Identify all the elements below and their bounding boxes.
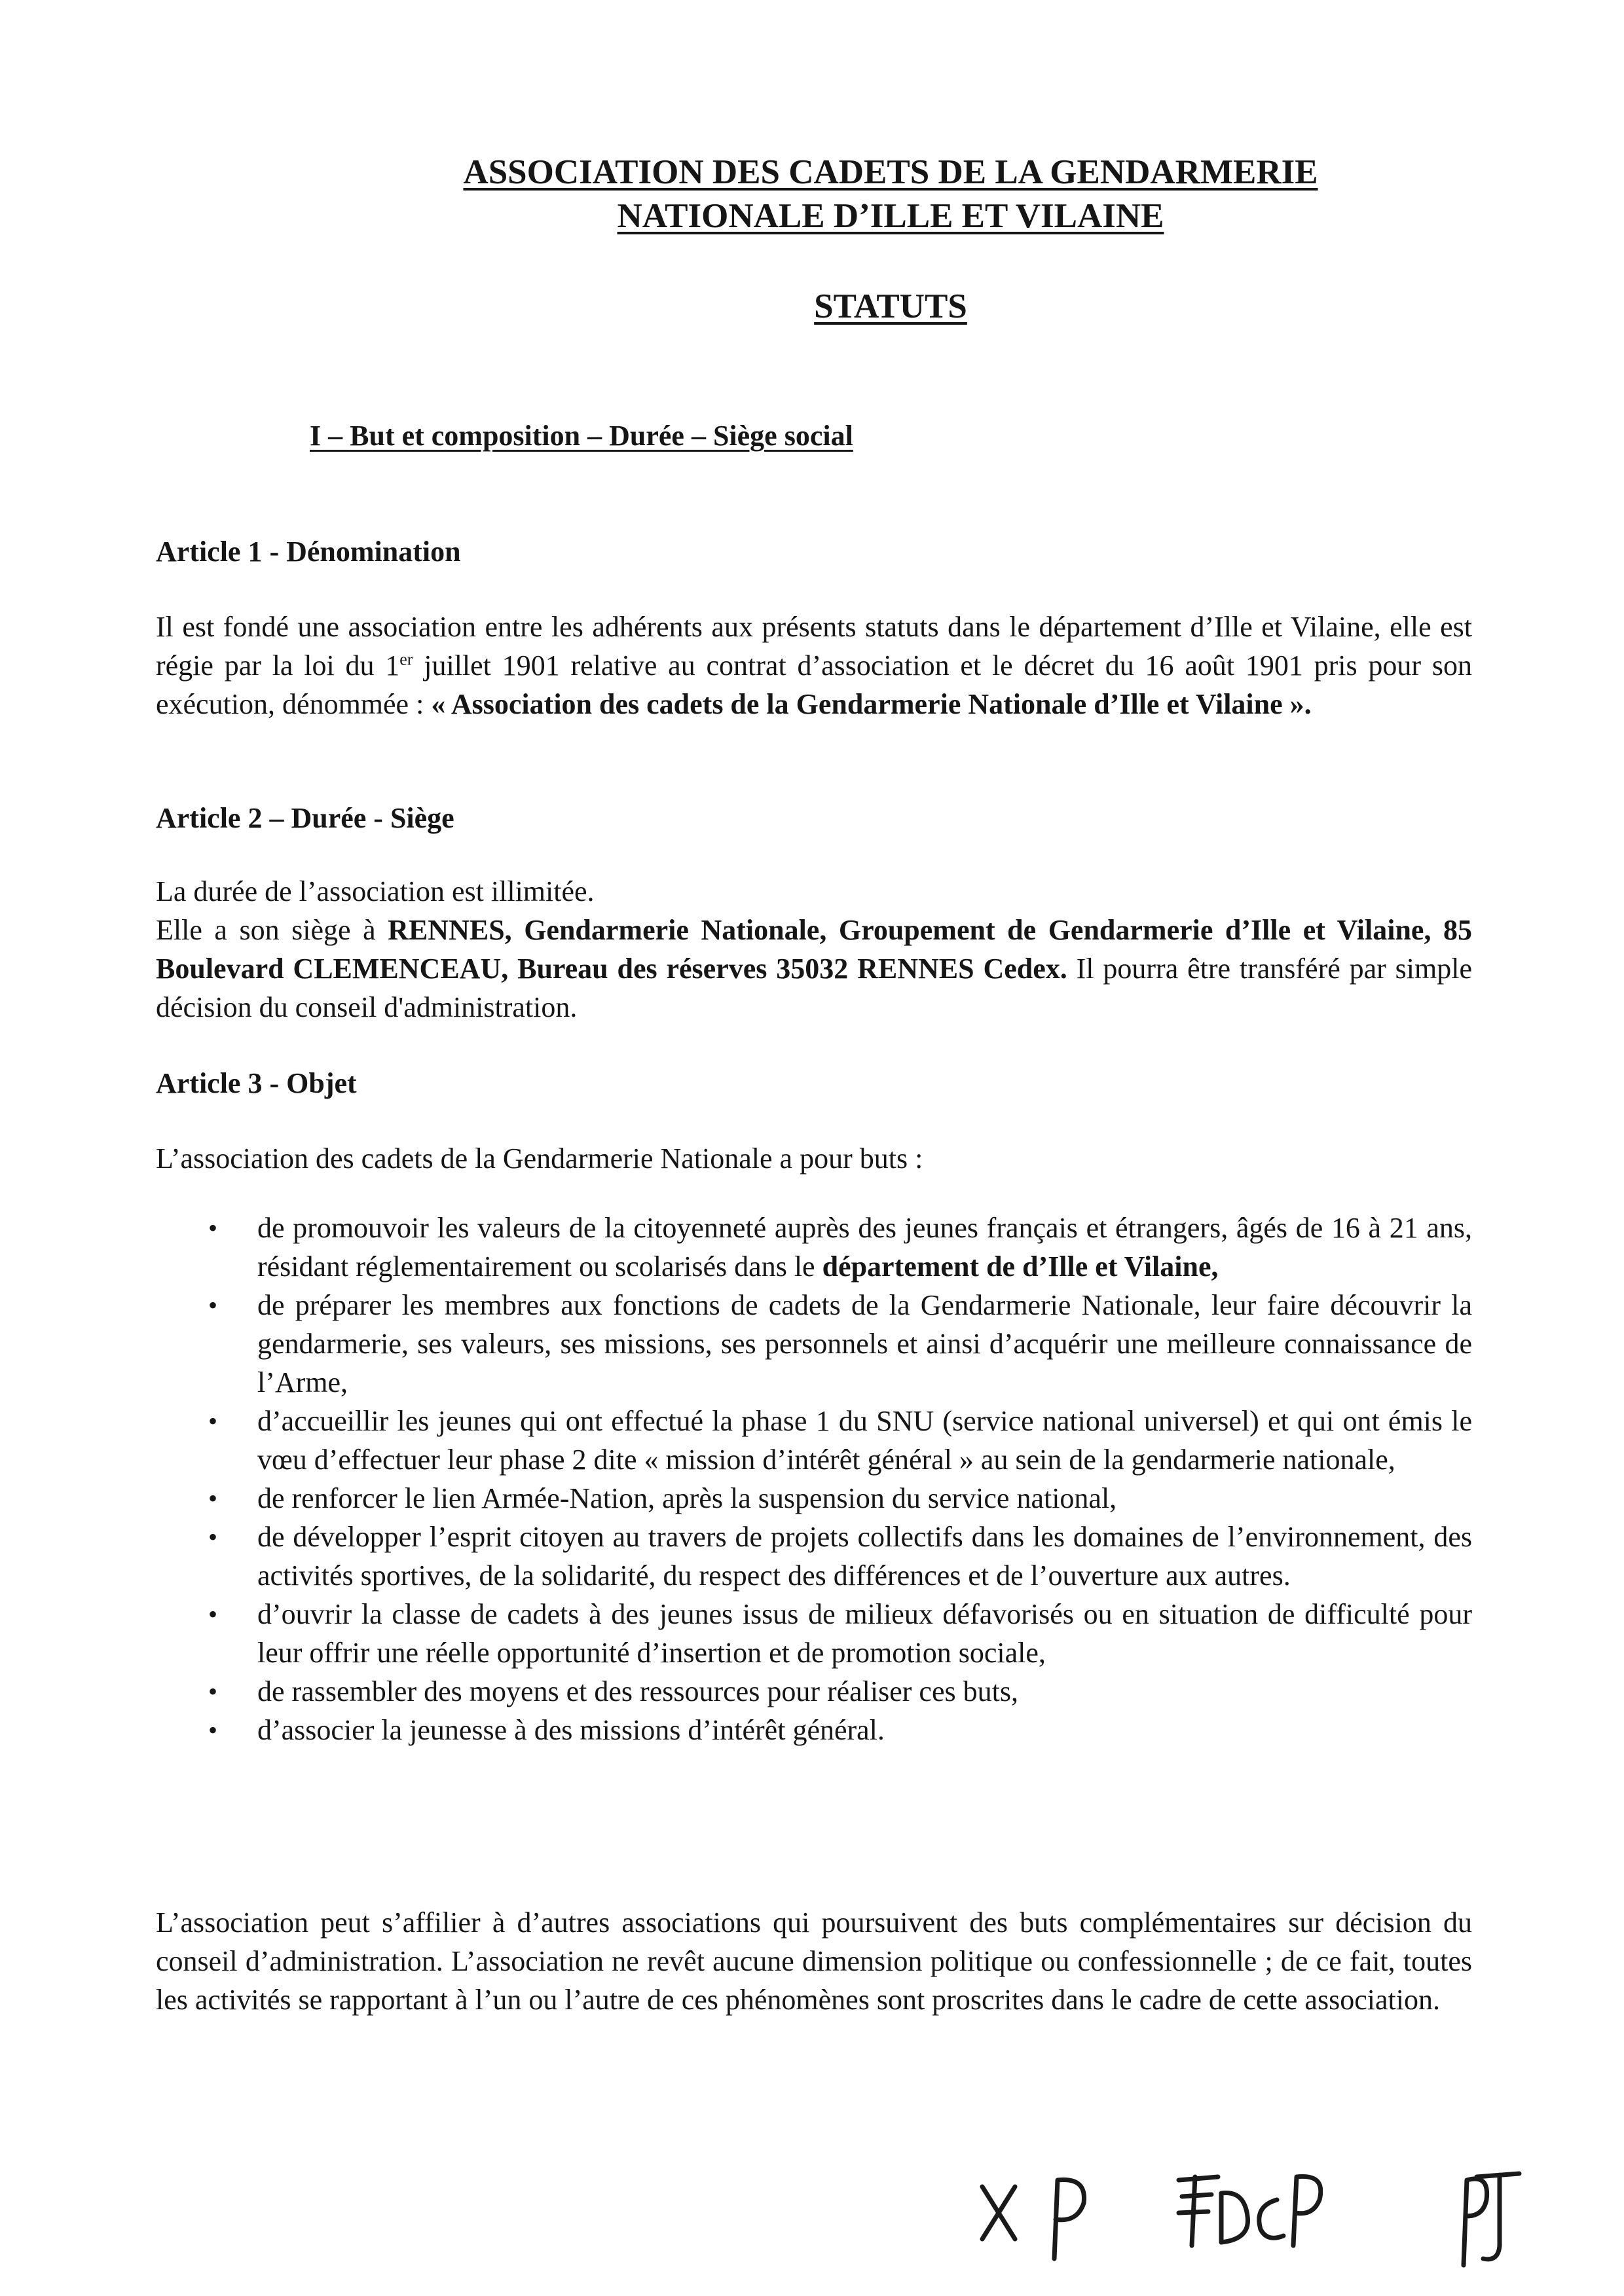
objective-6-text: d’ouvrir la classe de cadets à des jeunes issus de milieux défavorisés ou en situation de difficulté pour leur offrir une réelle opportunité d’insertion et de promotion sociale, — [257, 1598, 1472, 1669]
list-item — [156, 1286, 1472, 1402]
article-3-heading: Article 3 - Objet — [156, 1067, 357, 1099]
article-2-seat-intro: Elle a son siège à — [156, 914, 388, 946]
list-item — [156, 1672, 1472, 1711]
list-item — [156, 1209, 1472, 1286]
article-1-text-b: juillet 1901 relative au contrat d’association et le décret du 16 août 1901 pris pour son exécution, dénommée : — [156, 649, 1472, 720]
bullet-icon: • — [208, 1715, 218, 1745]
list-item — [156, 1595, 1472, 1672]
article-2-heading: Article 2 – Durée - Siège — [156, 802, 454, 834]
bullet-icon: • — [208, 1677, 218, 1706]
document-type-title: STATUTS — [814, 287, 967, 325]
bullet-icon: • — [208, 1213, 218, 1243]
list-item — [156, 1711, 1472, 1749]
objective-8-text: d’associer la jeunesse à des missions d’intérêt général. — [257, 1714, 885, 1746]
article-1-heading: Article 1 - Dénomination — [156, 536, 461, 568]
article-2-address: RENNES, Gendarmerie Nationale, Groupement de Gendarmerie d’Ille et Vilaine, 85 Boulevard CLEMENCEAU, Bureau des réserves 35032 RENNES Cedex. — [156, 914, 1472, 985]
article-3-intro: L’association des cadets de la Gendarmerie Nationale a pour buts : — [156, 1142, 923, 1175]
article-2-seat — [156, 911, 1472, 1027]
objective-1-bold: département de d’Ille et Vilaine, — [822, 1250, 1219, 1283]
article-2-transfer: Il pourra être transféré par simple décision du conseil d'administration. — [156, 953, 1473, 1023]
handwritten-initials-xp — [976, 2160, 1094, 2272]
objective-7-text: de rassembler des moyens et des ressources pour réaliser ces buts, — [257, 1675, 1018, 1707]
article-2-duration: La durée de l’association est illimitée. — [156, 875, 595, 907]
article-1-text-a: Il est fondé une association entre les adhérents aux présents statuts dans le département d’Ille et Vilaine, elle est régie par la loi du 1 — [156, 611, 1472, 682]
objectives-list — [156, 1209, 1472, 1749]
handwritten-initials-pj — [1454, 2160, 1526, 2272]
document-title-line2: NATIONALE D’ILLE ET VILAINE — [617, 197, 1164, 235]
bullet-icon: • — [208, 1484, 218, 1513]
list-item — [156, 1479, 1472, 1518]
association-name: « Association des cadets de la Gendarmerie Nationale d’Ille et Vilaine ». — [431, 688, 1312, 720]
handwritten-initials-fdcp — [1172, 2160, 1323, 2272]
objective-2-text: de préparer les membres aux fonctions de cadets de la Gendarmerie Nationale, leur faire découvrir la gendarmerie, ses valeurs, ses missions, ses personnels et ainsi d’acquérir une meilleure connaissance de l’Arme, — [257, 1289, 1472, 1398]
bullet-icon: • — [208, 1406, 218, 1436]
bullet-icon: • — [208, 1599, 218, 1629]
bullet-icon: • — [208, 1290, 218, 1320]
list-item — [156, 1402, 1472, 1479]
objective-4-text: de renforcer le lien Armée-Nation, après la suspension du service national, — [257, 1482, 1117, 1514]
section-heading-1: I – But et composition – Durée – Siège social — [310, 420, 853, 452]
objective-3-text: d’accueillir les jeunes qui ont effectué la phase 1 du SNU (service national universel) et qui ont émis le vœu d’effectuer leur phase 2 dite « mission d’intérêt général » au sein de la gendarmerie nationale, — [257, 1405, 1472, 1476]
bullet-icon: • — [208, 1522, 218, 1552]
objective-5-text: de développer l’esprit citoyen au travers de projets collectifs dans les domaines de l’environnement, des activités sportives, de la solidarité, du respect des différences et de l’ouverture aux autres. — [257, 1521, 1472, 1592]
objective-1-text: de promouvoir les valeurs de la citoyenneté auprès des jeunes français et étrangers, âgés de 16 à 21 ans, résidant réglementairement ou scolarisés dans le — [257, 1212, 1472, 1283]
document-title-line1: ASSOCIATION DES CADETS DE LA GENDARMERIE — [463, 153, 1318, 191]
article-1-superscript: er — [399, 649, 413, 669]
article-2-text — [156, 872, 1472, 1027]
article-3-closing: L’association peut s’affilier à d’autres associations qui poursuivent des buts complémentaires sur décision du conseil d’administration. L’association ne revêt aucune dimension politique ou confessionnelle ; de ce fait, toutes les activités se rapportant à l’un ou l’autre de ces phénomènes sont proscrites dans le cadre de cette association. — [156, 1906, 1472, 2016]
article-1-text — [156, 608, 1472, 723]
list-item — [156, 1518, 1472, 1595]
